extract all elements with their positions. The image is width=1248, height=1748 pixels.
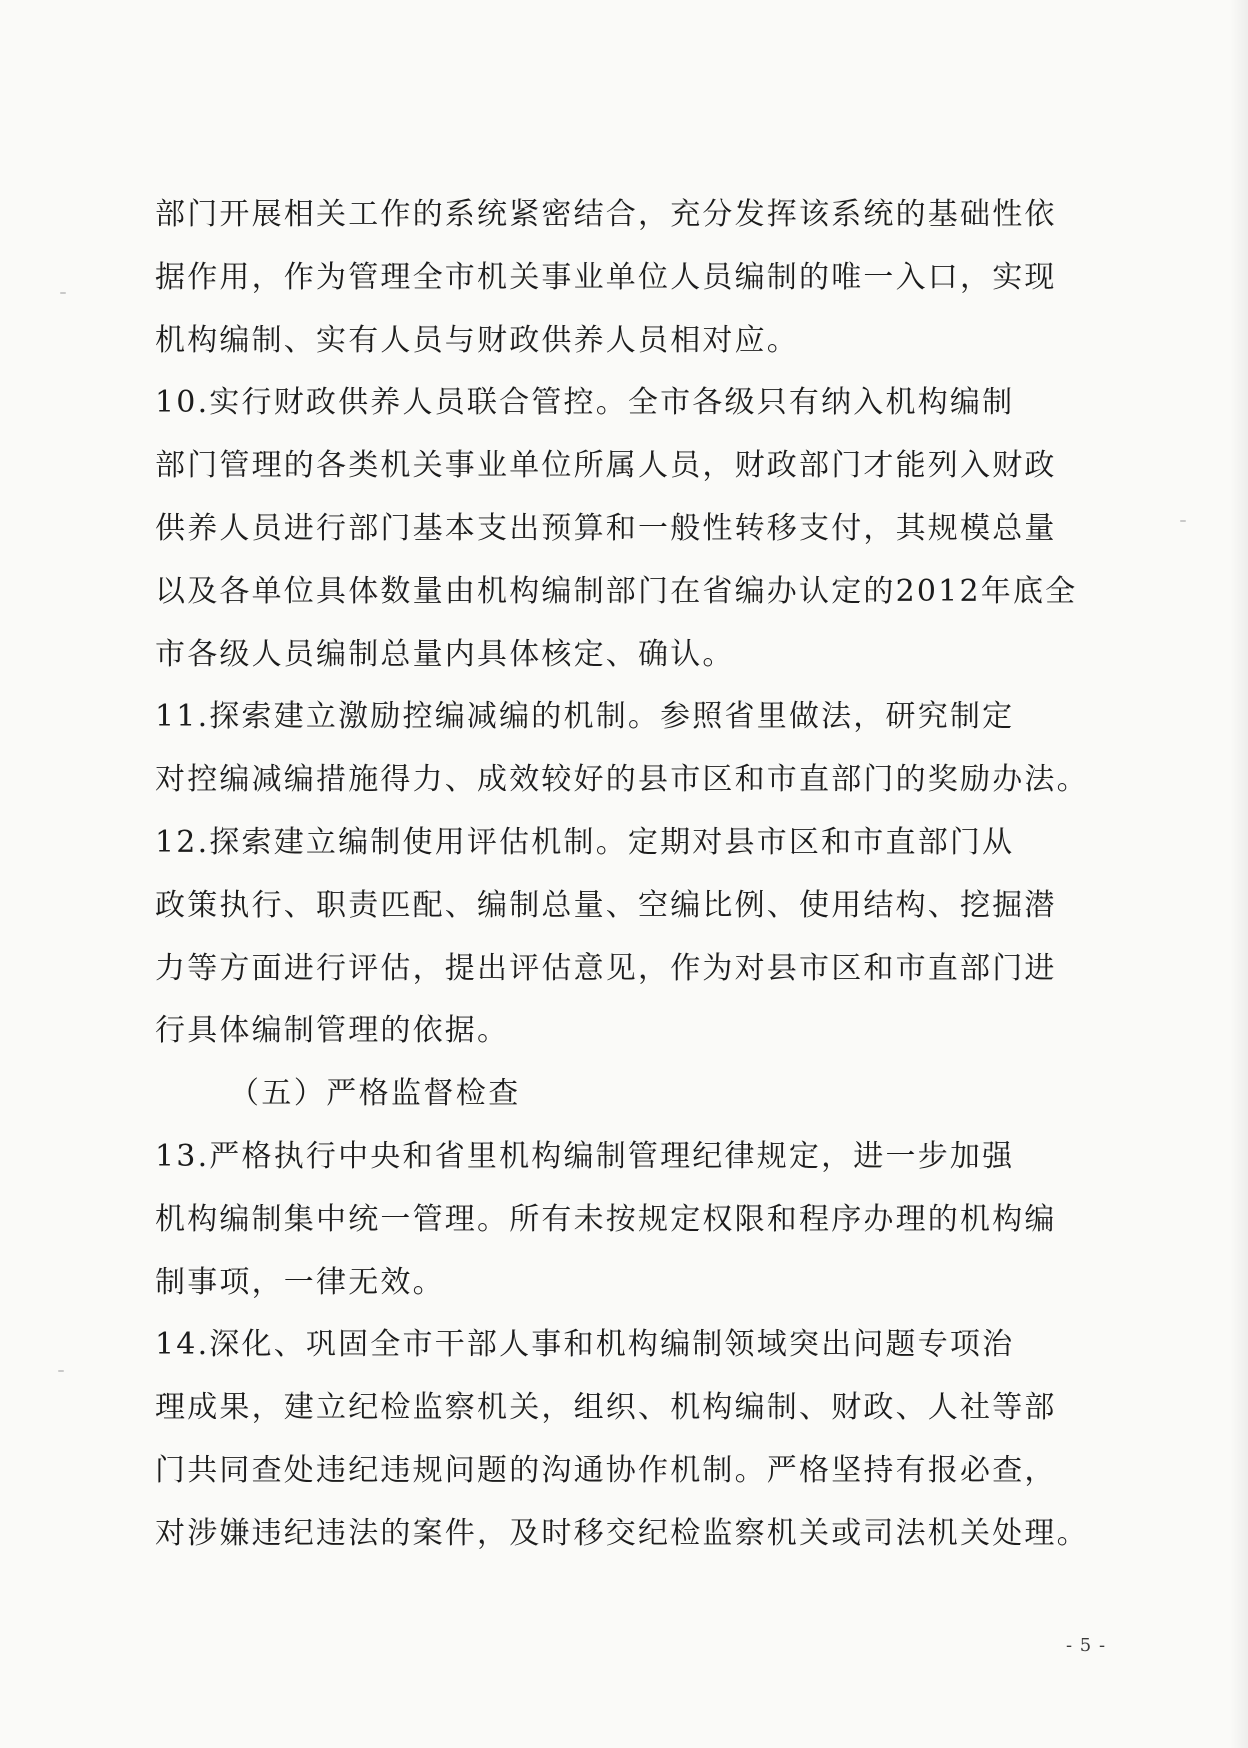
text-line: 对涉嫌违纪违法的案件，及时移交纪检监察机关或司法机关处理。	[155, 1515, 1089, 1551]
text-line: 部门开展相关工作的系统紧密结合，充分发挥该系统的基础性依	[155, 197, 1057, 232]
text-line: 制事项，一律无效。	[155, 1264, 445, 1300]
paragraph-13-start: 13.严格执行中央和省里机构编制管理纪律规定，进一步加强	[155, 1138, 1015, 1174]
body-text	[155, 184, 1105, 1566]
paragraph-11-start: 11.探索建立激励控编减编的机制。参照省里做法，研究制定	[155, 699, 1015, 735]
section-heading: （五）严格监督检查	[229, 1076, 521, 1112]
paragraph-12-start: 12.探索建立编制使用评估机制。定期对县市区和市直部门从	[155, 824, 1015, 860]
text-line: 政策执行、职责匹配、编制总量、空编比例、使用结构、挖掘潜	[155, 887, 1057, 923]
text-line: 据作用，作为管理全市机关事业单位人员编制的唯一入口，实现	[155, 259, 1057, 295]
page-number: - 5 -	[1066, 1635, 1107, 1656]
scan-speck	[60, 292, 66, 294]
paragraph-14-start: 14.深化、巩固全市干部人事和机构编制领域突出问题专项治	[155, 1327, 1015, 1363]
text-line: 机构编制、实有人员与财政供养人员相对应。	[155, 322, 799, 358]
text-line: 部门管理的各类机关事业单位所属人员，财政部门才能列入财政	[155, 448, 1057, 484]
text-line: 以及各单位具体数量由机构编制部门在省编办认定的2012年底全	[155, 573, 1078, 609]
text-line: 机构编制集中统一管理。所有未按规定权限和程序办理的机构编	[155, 1201, 1057, 1237]
scan-speck	[1180, 520, 1186, 522]
paragraph-10-start: 10.实行财政供养人员联合管控。全市各级只有纳入机构编制	[155, 385, 1015, 421]
text-line: 供养人员进行部门基本支出预算和一般性转移支付，其规模总量	[155, 510, 1057, 546]
text-line: 对控编减编措施得力、成效较好的县市区和市直部门的奖励办法。	[155, 762, 1089, 798]
text-line: 理成果，建立纪检监察机关，组织、机构编制、财政、人社等部	[155, 1390, 1057, 1426]
text-line: 市各级人员编制总量内具体核定、确认。	[155, 636, 735, 672]
scan-edge-shadow	[1230, 0, 1248, 1748]
scan-speck	[58, 1370, 64, 1372]
text-line: 力等方面进行评估，提出评估意见，作为对县市区和市直部门进	[155, 950, 1057, 986]
text-line: 行具体编制管理的依据。	[155, 1013, 510, 1049]
text-line: 门共同查处违纪违规问题的沟通协作机制。严格坚持有报必查，	[155, 1452, 1057, 1488]
